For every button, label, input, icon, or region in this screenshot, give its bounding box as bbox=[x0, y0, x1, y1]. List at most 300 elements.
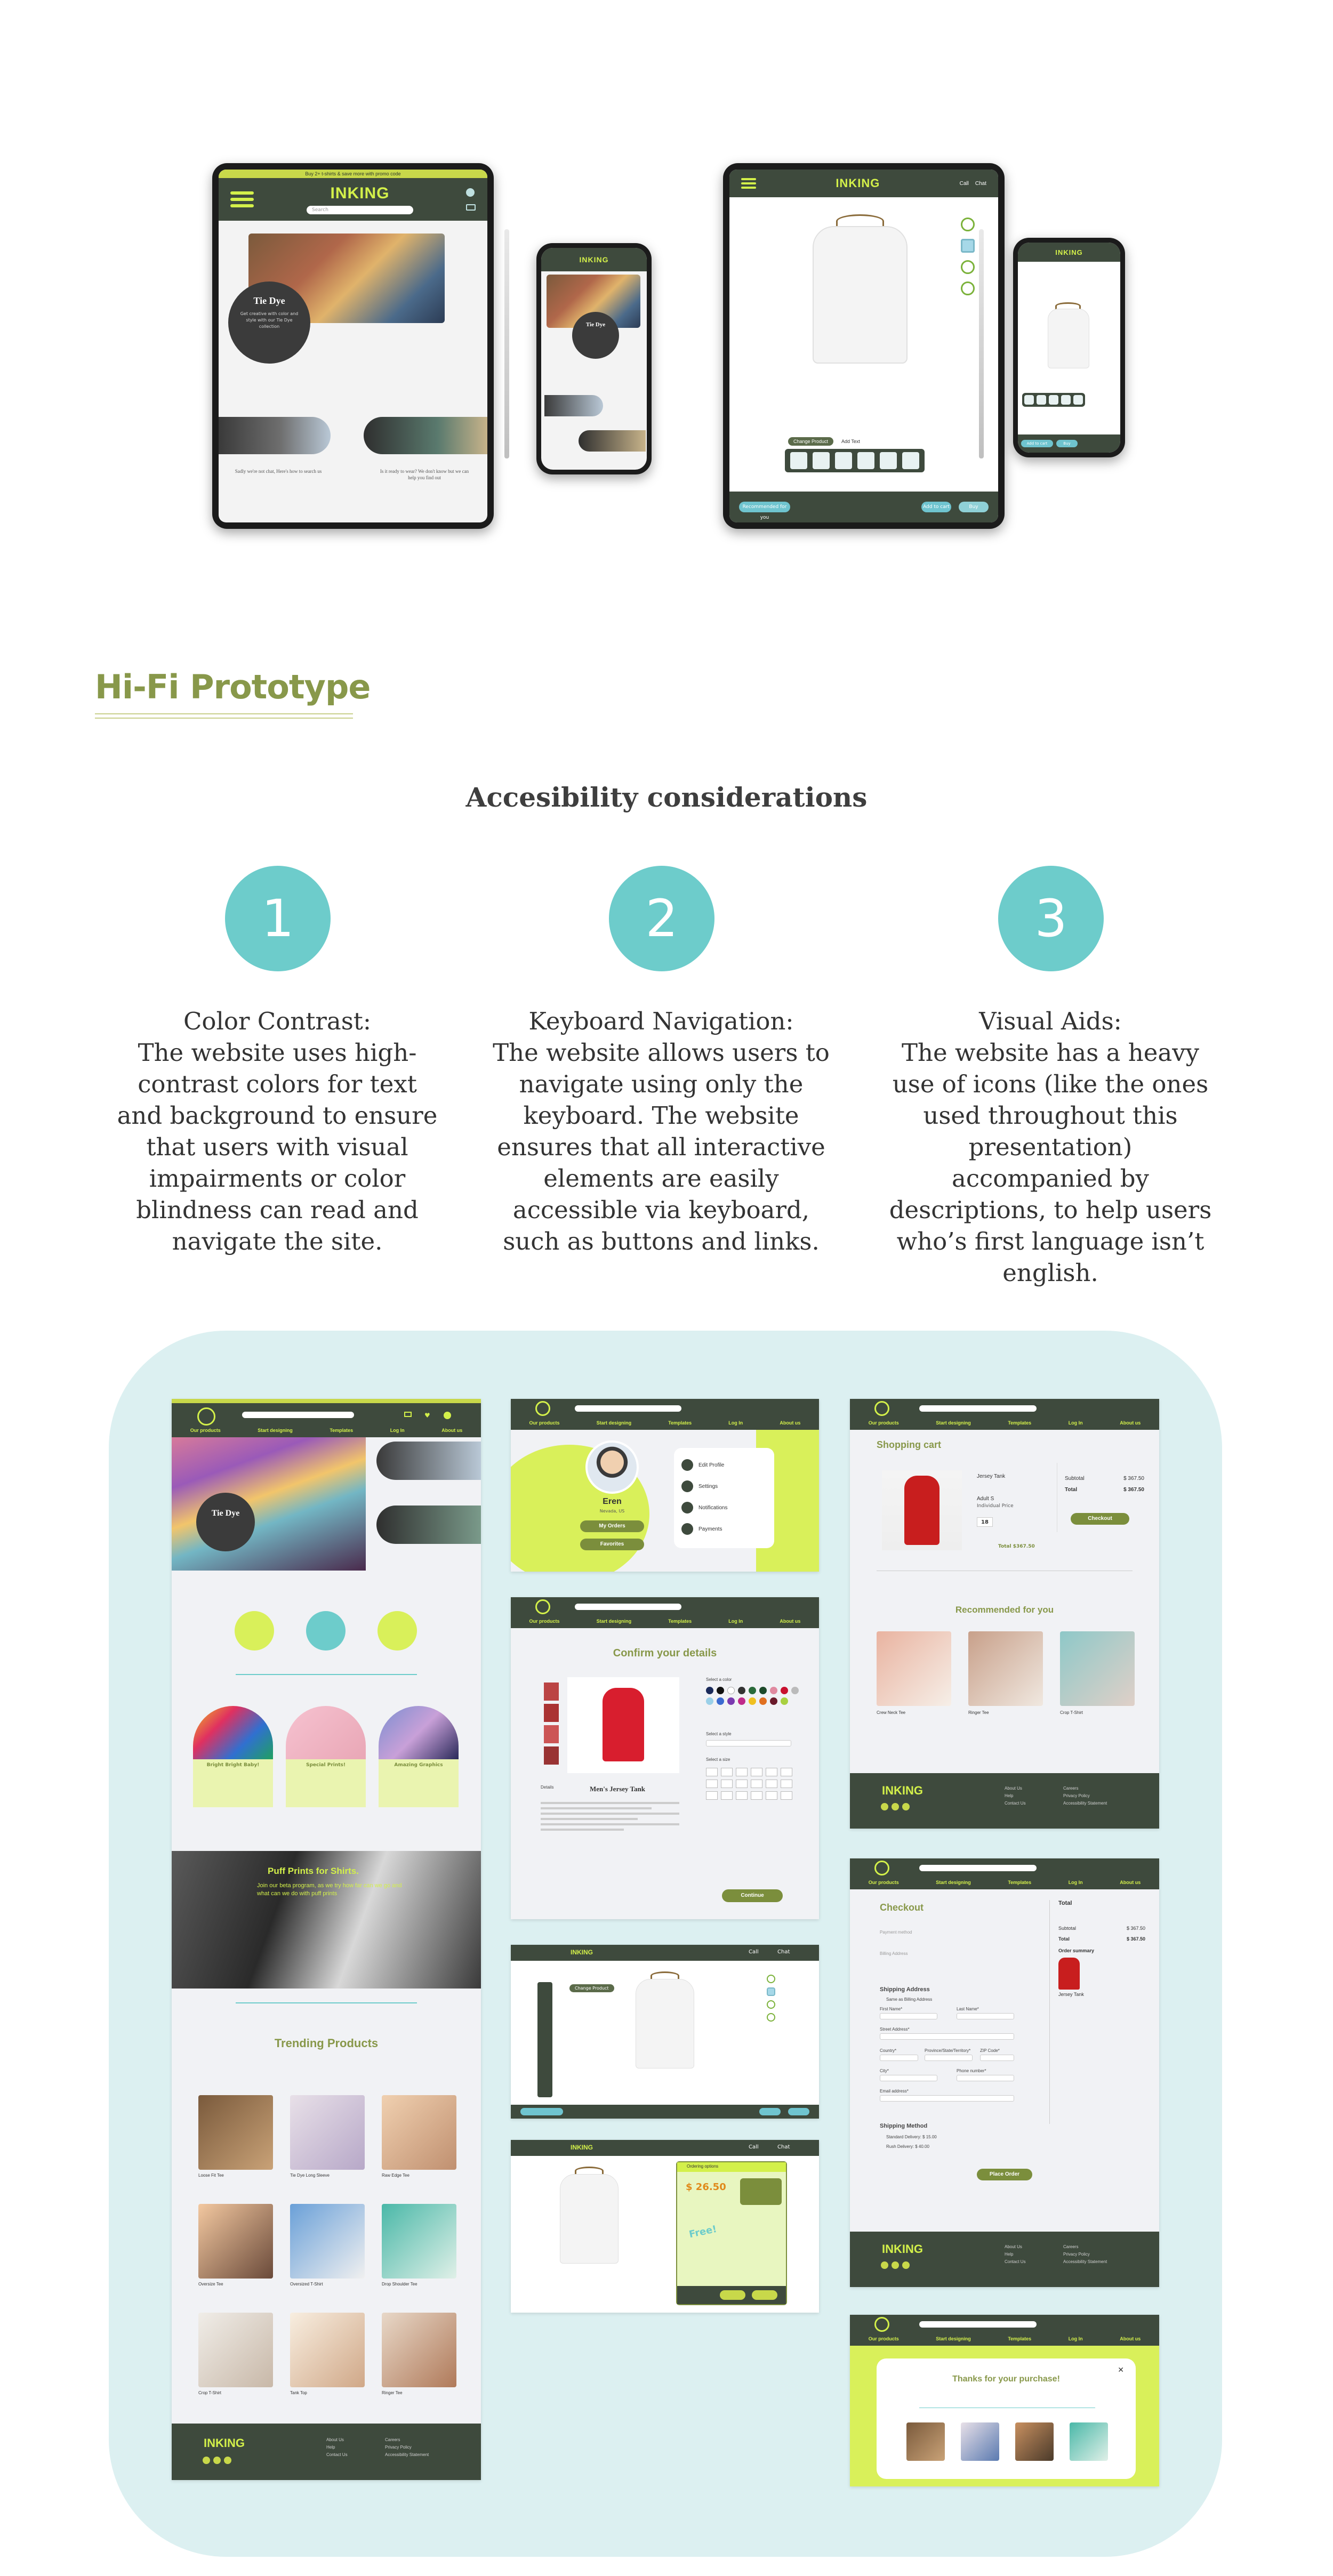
thanks-thumb-2[interactable] bbox=[961, 2422, 999, 2461]
first-name-input[interactable] bbox=[880, 2013, 937, 2019]
tshirt-tool-icon[interactable] bbox=[790, 452, 807, 469]
ordering-panel bbox=[676, 2161, 787, 2305]
standard-delivery-option[interactable]: Standard Delivery: $ 15.00 bbox=[886, 2135, 937, 2139]
rush-delivery-option[interactable]: Rush Delivery: $ 40.00 bbox=[886, 2144, 929, 2149]
thanks-nav-templates[interactable]: Templates bbox=[1008, 2336, 1032, 2341]
trending-item-4[interactable] bbox=[198, 2204, 273, 2279]
cart-nav-login[interactable]: Log In bbox=[1068, 1420, 1083, 1426]
cart-nav-design[interactable]: Start designing bbox=[936, 1420, 971, 1426]
home-card-2[interactable] bbox=[286, 1706, 366, 1807]
thanks-nav-about[interactable]: About us bbox=[1120, 2336, 1141, 2341]
home-user-icon[interactable] bbox=[444, 1412, 451, 1419]
cart-footer-about[interactable]: About Us bbox=[1005, 1786, 1022, 1791]
profile-nav-templates[interactable]: Templates bbox=[668, 1420, 692, 1426]
ordering-btn-1[interactable] bbox=[720, 2290, 745, 2300]
size-box[interactable] bbox=[781, 1791, 792, 1800]
checkout-social-icon-3[interactable] bbox=[902, 2261, 910, 2269]
settings-label: Settings bbox=[698, 1483, 718, 1490]
nav-about-us[interactable]: About us bbox=[441, 1428, 463, 1433]
size-box[interactable] bbox=[751, 1780, 762, 1788]
swatch-pink[interactable] bbox=[770, 1687, 777, 1694]
phone-card-image-2[interactable] bbox=[579, 430, 646, 452]
recommended-item-1[interactable] bbox=[877, 1631, 951, 1706]
cart-qty[interactable]: 18 bbox=[977, 1517, 993, 1527]
home-hero-bubble-title: Tie Dye bbox=[211, 1509, 240, 1518]
checkout-footer-privacy[interactable]: Privacy Policy bbox=[1063, 2252, 1090, 2257]
layers-tool-icon[interactable] bbox=[902, 452, 919, 469]
phone-tool-1-icon[interactable] bbox=[1024, 395, 1034, 405]
profile-menu-payments[interactable] bbox=[681, 1518, 767, 1540]
checkout-nav-templates[interactable]: Templates bbox=[1008, 1880, 1032, 1885]
cart-search-input[interactable] bbox=[919, 1405, 1037, 1412]
home-card-1[interactable] bbox=[193, 1706, 273, 1807]
details-logo-icon[interactable] bbox=[535, 1599, 550, 1614]
trending-item-8[interactable] bbox=[290, 2313, 365, 2387]
cart-nav-about[interactable]: About us bbox=[1120, 1420, 1141, 1426]
size-box[interactable] bbox=[766, 1768, 777, 1776]
size-box[interactable] bbox=[721, 1791, 733, 1800]
hero-bubble-title: Tie Dye bbox=[253, 295, 285, 306]
layers-icon[interactable] bbox=[961, 239, 975, 253]
editor-change-product-tag[interactable]: Change Product bbox=[569, 1984, 614, 1992]
last-name-input[interactable] bbox=[957, 2013, 1014, 2019]
zip-label: ZIP Code* bbox=[980, 2048, 1000, 2053]
size-box[interactable] bbox=[751, 1791, 762, 1800]
details-section-label: Details bbox=[541, 1785, 554, 1790]
confirm-details-screen bbox=[511, 1597, 819, 1919]
sticker-tool-icon[interactable] bbox=[857, 452, 874, 469]
checkout-subtotal-label: Subtotal bbox=[1058, 1926, 1077, 1931]
profile-nav-products[interactable]: Our products bbox=[529, 1420, 560, 1426]
phone-tank-preview bbox=[1048, 309, 1089, 368]
home-heart-icon[interactable]: ♥ bbox=[424, 1412, 430, 1419]
call-button[interactable]: Call bbox=[959, 180, 969, 187]
checkout-nav-login[interactable]: Log In bbox=[1068, 1880, 1083, 1885]
details-nav-templates[interactable]: Templates bbox=[668, 1619, 692, 1624]
cart-subtotal-value: $ 367.50 bbox=[1123, 1476, 1144, 1482]
profile-menu-edit[interactable] bbox=[681, 1454, 767, 1476]
details-search-input[interactable] bbox=[575, 1604, 681, 1610]
consideration-heading-1: Color Contrast: bbox=[183, 1007, 372, 1035]
cart-footer-brand[interactable]: INKING bbox=[882, 1784, 923, 1797]
image-tool-icon[interactable] bbox=[813, 452, 830, 469]
swatch-purple[interactable] bbox=[727, 1697, 735, 1705]
zoom-in-icon[interactable] bbox=[961, 218, 975, 231]
checkout-footer-links-2 bbox=[1063, 2243, 1107, 2266]
city-input[interactable] bbox=[880, 2075, 937, 2081]
cart-footer-accessibility[interactable]: Accessibility Statement bbox=[1063, 1801, 1107, 1806]
profile-nav-design[interactable]: Start designing bbox=[596, 1420, 632, 1426]
swatch-green[interactable] bbox=[749, 1687, 756, 1694]
search-input[interactable]: Search bbox=[307, 206, 413, 214]
checkout-logo-icon[interactable] bbox=[874, 1861, 889, 1875]
checkout-search-input[interactable] bbox=[919, 1865, 1037, 1871]
phone-tool-3-icon[interactable] bbox=[1049, 395, 1058, 405]
size-box[interactable] bbox=[766, 1780, 777, 1788]
checkout-social-icon-1[interactable] bbox=[881, 2261, 888, 2269]
trending-item-6[interactable] bbox=[382, 2204, 456, 2279]
thanks-thumb-4[interactable] bbox=[1070, 2422, 1108, 2461]
nav-templates[interactable]: Templates bbox=[330, 1428, 354, 1433]
nav-log-in[interactable]: Log In bbox=[390, 1428, 405, 1433]
consideration-number-2: 2 bbox=[609, 866, 714, 971]
details-nav-products[interactable]: Our products bbox=[529, 1619, 560, 1624]
phone-input[interactable] bbox=[957, 2075, 1014, 2081]
checkout-footer-contact[interactable]: Contact Us bbox=[1005, 2259, 1026, 2264]
ordering-header bbox=[511, 2140, 819, 2156]
size-box[interactable] bbox=[706, 1780, 718, 1788]
home-card-2-body bbox=[286, 1759, 366, 1807]
my-orders-button[interactable]: My Orders bbox=[580, 1520, 644, 1532]
trending-item-1[interactable] bbox=[198, 2095, 273, 2170]
buy-button[interactable]: Buy bbox=[959, 502, 989, 512]
home-hero-photo bbox=[172, 1437, 366, 1571]
title-underline bbox=[95, 713, 353, 714]
nav-start-designing[interactable]: Start designing bbox=[258, 1428, 293, 1433]
size-box[interactable] bbox=[736, 1780, 748, 1788]
swatch-lightblue[interactable] bbox=[706, 1697, 713, 1705]
editor-toolbar bbox=[785, 449, 925, 472]
editor-recommended-btn[interactable] bbox=[520, 2108, 563, 2115]
size-box[interactable] bbox=[781, 1780, 792, 1788]
cart-footer-privacy[interactable]: Privacy Policy bbox=[1063, 1793, 1090, 1798]
home-side-card-1[interactable] bbox=[376, 1442, 481, 1480]
phone-add-to-cart[interactable]: Add to cart bbox=[1021, 440, 1053, 447]
home-divider bbox=[236, 1674, 417, 1675]
phone-buy[interactable]: Buy bbox=[1056, 440, 1078, 447]
user-icon[interactable] bbox=[466, 188, 475, 197]
size-box[interactable] bbox=[706, 1791, 718, 1800]
footer-link-help[interactable]: Help bbox=[326, 2445, 335, 2450]
details-thumb-3[interactable] bbox=[544, 1725, 559, 1743]
footer-social-icon-3[interactable] bbox=[224, 2457, 231, 2464]
swatch-grey[interactable] bbox=[791, 1687, 799, 1694]
home-hero-bubble bbox=[196, 1493, 255, 1551]
rotate-icon[interactable] bbox=[961, 260, 975, 274]
nav-our-products[interactable]: Our products bbox=[190, 1428, 221, 1433]
place-order-button[interactable]: Place Order bbox=[977, 2169, 1032, 2180]
home-badge-1[interactable] bbox=[235, 1611, 274, 1651]
cart-screen bbox=[850, 1399, 1159, 1829]
select-color-label: Select a color bbox=[706, 1677, 732, 1682]
profile-avatar[interactable] bbox=[585, 1440, 639, 1494]
swatch-black[interactable] bbox=[717, 1687, 724, 1694]
home-card-1-body bbox=[193, 1759, 273, 1807]
swatch-forest[interactable] bbox=[759, 1687, 767, 1694]
home-logo-icon[interactable] bbox=[197, 1407, 215, 1426]
cart-icon[interactable] bbox=[466, 204, 476, 211]
cart-footer-contact[interactable]: Contact Us bbox=[1005, 1801, 1026, 1806]
consideration-2 bbox=[485, 1005, 837, 1257]
checkout-social-icon-2[interactable] bbox=[892, 2261, 899, 2269]
editor-shot-call[interactable]: Call bbox=[749, 1949, 759, 1955]
thanks-search-input[interactable] bbox=[919, 2321, 1037, 2328]
footer-link-contact[interactable]: Contact Us bbox=[326, 2452, 348, 2457]
ordering-price: $ 26.50 bbox=[686, 2181, 726, 2193]
last-name-label: Last Name* bbox=[957, 2007, 979, 2011]
shipping-method-label: Shipping Method bbox=[880, 2123, 928, 2129]
puff-banner[interactable] bbox=[172, 1851, 481, 1989]
thanks-modal bbox=[877, 2358, 1136, 2479]
footer-social-icon-1[interactable] bbox=[203, 2457, 210, 2464]
swatch-charcoal[interactable] bbox=[738, 1687, 745, 1694]
cart-footer-links-2 bbox=[1063, 1785, 1107, 1807]
consideration-body-2: The website allows users to navigate using only the keyboard. The website ensures that all interactive elements are easily accessible via keyboard, such as buttons and links. bbox=[493, 1039, 830, 1255]
text-tool-icon[interactable] bbox=[835, 452, 852, 469]
editor-layers-icon[interactable] bbox=[767, 1987, 775, 1996]
details-product-name: Men's Jersey Tank bbox=[589, 1785, 645, 1793]
swatch-maroon[interactable] bbox=[770, 1697, 777, 1705]
change-product-tag[interactable]: Change Product bbox=[788, 437, 833, 446]
details-header bbox=[511, 1597, 819, 1628]
accessibility-title: Accesibility considerations bbox=[465, 782, 868, 813]
cart-red-tank-icon bbox=[904, 1476, 939, 1545]
checkout-screen bbox=[850, 1858, 1159, 2287]
trending-label-8: Tank Top bbox=[290, 2390, 307, 2395]
color-swatches bbox=[706, 1687, 802, 1705]
home-card-3[interactable] bbox=[379, 1706, 459, 1807]
upload-tool-icon[interactable] bbox=[880, 452, 897, 469]
details-thumb-4[interactable] bbox=[544, 1746, 559, 1765]
same-as-billing[interactable]: Same as Billing Address bbox=[886, 1997, 933, 2002]
swatch-orange[interactable] bbox=[759, 1697, 767, 1705]
thanks-nav-design[interactable]: Start designing bbox=[936, 2336, 971, 2341]
payment-method-label: Payment method bbox=[880, 1930, 912, 1935]
home-promo-strip bbox=[172, 1399, 481, 1403]
cart-nav-templates[interactable]: Templates bbox=[1008, 1420, 1032, 1426]
cart-footer-help[interactable]: Help bbox=[1005, 1793, 1014, 1798]
cart-social-icon-2[interactable] bbox=[892, 1803, 899, 1810]
ordering-brand[interactable]: INKING bbox=[571, 2144, 593, 2151]
swatch-lime[interactable] bbox=[781, 1697, 788, 1705]
footer-social-icon-2[interactable] bbox=[213, 2457, 221, 2464]
thanks-screen bbox=[850, 2315, 1159, 2486]
editor-zoom-icon[interactable] bbox=[767, 1975, 775, 1983]
size-box[interactable] bbox=[751, 1768, 762, 1776]
country-input[interactable] bbox=[880, 2055, 918, 2061]
summary-item-image bbox=[1058, 1958, 1080, 1990]
trending-label-6: Drop Shoulder Tee bbox=[382, 2282, 417, 2287]
checkout-footer-accessibility[interactable]: Accessibility Statement bbox=[1063, 2259, 1107, 2264]
checkout-title: Checkout bbox=[880, 1902, 924, 1913]
cart-title: Shopping cart bbox=[877, 1439, 941, 1450]
checkout-button[interactable]: Checkout bbox=[1071, 1513, 1129, 1525]
thanks-thumb-1[interactable] bbox=[906, 2422, 945, 2461]
cart-footer-links-1 bbox=[1005, 1785, 1026, 1807]
profile-menu-settings[interactable] bbox=[681, 1476, 767, 1497]
swatch-magenta[interactable] bbox=[738, 1697, 745, 1705]
swatch-white[interactable] bbox=[727, 1687, 735, 1694]
trending-label-5: Oversized T-Shirt bbox=[290, 2282, 323, 2287]
phone-tool-5-icon[interactable] bbox=[1073, 395, 1083, 405]
add-to-cart-button[interactable]: Add to cart bbox=[921, 502, 951, 512]
home-badge-2[interactable] bbox=[306, 1611, 346, 1651]
checkout-nav-products[interactable]: Our products bbox=[868, 1880, 899, 1885]
footer-link-about[interactable]: About Us bbox=[326, 2437, 344, 2442]
email-label: Email address* bbox=[880, 2089, 909, 2094]
ordering-tank-preview bbox=[560, 2174, 619, 2264]
size-box[interactable] bbox=[736, 1768, 748, 1776]
home-header bbox=[172, 1403, 481, 1437]
email-input[interactable] bbox=[880, 2095, 1014, 2102]
details-title: Confirm your details bbox=[613, 1647, 717, 1659]
details-thumb-2[interactable] bbox=[544, 1704, 559, 1722]
phone-tool-4-icon[interactable] bbox=[1061, 395, 1071, 405]
checkout-footer-careers[interactable]: Careers bbox=[1063, 2244, 1079, 2249]
phone-card-image[interactable] bbox=[544, 395, 603, 416]
trending-item-3[interactable] bbox=[382, 2095, 456, 2170]
phone-brand-logo[interactable]: INKING bbox=[579, 255, 609, 264]
profile-header bbox=[511, 1399, 819, 1430]
checkout-footer-about[interactable]: About Us bbox=[1005, 2244, 1022, 2249]
menu-icon[interactable] bbox=[230, 191, 254, 207]
cart-nav-products[interactable]: Our products bbox=[868, 1420, 899, 1426]
province-input[interactable] bbox=[925, 2055, 973, 2061]
cart-footer-careers[interactable]: Careers bbox=[1063, 1786, 1079, 1791]
editor-rotate-icon[interactable] bbox=[767, 2000, 775, 2009]
cart-total-line: Total $367.50 bbox=[998, 1544, 1035, 1549]
thanks-nav-login[interactable]: Log In bbox=[1068, 2336, 1083, 2341]
checkout-header bbox=[850, 1858, 1159, 1889]
cart-item-size: Adult S bbox=[977, 1496, 994, 1502]
swatch-navy[interactable] bbox=[706, 1687, 713, 1694]
details-nav-login[interactable]: Log In bbox=[728, 1619, 743, 1624]
consideration-number-1: 1 bbox=[225, 866, 331, 971]
style-dropdown[interactable] bbox=[706, 1740, 791, 1746]
card-image-right[interactable] bbox=[364, 417, 487, 454]
checkout-footer bbox=[850, 2232, 1159, 2287]
editor-shot-chat[interactable]: Chat bbox=[777, 1949, 790, 1955]
home-badge-3[interactable] bbox=[378, 1611, 417, 1651]
size-box[interactable] bbox=[721, 1780, 733, 1788]
editor-tool-column bbox=[961, 218, 975, 295]
trending-item-2[interactable] bbox=[290, 2095, 365, 2170]
profile-search-input[interactable] bbox=[575, 1405, 681, 1412]
footer-link-privacy[interactable]: Privacy Policy bbox=[385, 2445, 412, 2450]
profile-nav-about[interactable]: About us bbox=[780, 1420, 801, 1426]
profile-location: Nevada, US bbox=[599, 1509, 625, 1514]
cart-logo-icon[interactable] bbox=[874, 1401, 889, 1416]
footer-link-careers[interactable]: Careers bbox=[385, 2437, 400, 2442]
brand-logo[interactable]: INKING bbox=[330, 184, 390, 202]
size-box[interactable] bbox=[781, 1768, 792, 1776]
checkout-footer-brand[interactable]: INKING bbox=[882, 2242, 923, 2256]
home-footer bbox=[172, 2424, 481, 2480]
ordering-btn-2[interactable] bbox=[752, 2290, 777, 2300]
profile-menu-notifications[interactable] bbox=[681, 1497, 767, 1518]
checkout-nav-design[interactable]: Start designing bbox=[936, 1880, 971, 1885]
select-size-label: Select a size bbox=[706, 1757, 730, 1762]
cart-item-name: Jersey Tank bbox=[977, 1474, 1006, 1479]
first-name-label: First Name* bbox=[880, 2007, 903, 2011]
ordering-chat[interactable]: Chat bbox=[777, 2144, 790, 2150]
recommended-item-2[interactable] bbox=[968, 1631, 1043, 1706]
editor-screen bbox=[511, 1945, 819, 2119]
footer-links-col-2 bbox=[385, 2436, 429, 2459]
checkout-nav-about[interactable]: About us bbox=[1120, 1880, 1141, 1885]
checkout-footer-links-1 bbox=[1005, 2243, 1026, 2266]
details-nav-design[interactable]: Start designing bbox=[596, 1619, 632, 1624]
trending-item-9[interactable] bbox=[382, 2313, 456, 2387]
thanks-close-icon[interactable]: ✕ bbox=[1118, 2366, 1124, 2374]
details-main-image bbox=[567, 1677, 679, 1773]
footer-link-accessibility[interactable]: Accessibility Statement bbox=[385, 2452, 429, 2457]
home-side-card-2[interactable] bbox=[376, 1506, 481, 1544]
size-box[interactable] bbox=[706, 1768, 718, 1776]
profile-menu bbox=[674, 1448, 774, 1548]
checkout-footer-help[interactable]: Help bbox=[1005, 2252, 1014, 2257]
editor-shot-brand[interactable]: INKING bbox=[571, 1949, 593, 1956]
swatch-red[interactable] bbox=[781, 1687, 788, 1694]
title-underline-2 bbox=[95, 718, 353, 719]
thanks-logo-icon[interactable] bbox=[874, 2317, 889, 2332]
swatch-yellow[interactable] bbox=[749, 1697, 756, 1705]
home-footer-brand[interactable]: INKING bbox=[204, 2436, 245, 2450]
cart-individual-price: Individual Price bbox=[977, 1503, 1014, 1509]
size-box[interactable] bbox=[721, 1768, 733, 1776]
continue-button[interactable]: Continue bbox=[722, 1889, 783, 1902]
card-image-left[interactable] bbox=[219, 417, 331, 454]
profile-nav bbox=[511, 1420, 819, 1426]
cart-item-image bbox=[882, 1470, 962, 1550]
ordering-free-label: Free! bbox=[688, 2223, 718, 2241]
editor-buy-btn[interactable] bbox=[788, 2108, 809, 2115]
consideration-heading-3: Visual Aids: bbox=[979, 1007, 1122, 1035]
red-tank-icon bbox=[603, 1688, 644, 1761]
add-text-tag[interactable]: Add Text bbox=[836, 437, 865, 446]
thanks-nav-products[interactable]: Our products bbox=[868, 2336, 899, 2341]
section-title: Hi-Fi Prototype bbox=[95, 667, 371, 706]
recommended-button[interactable]: Recommended for you bbox=[739, 502, 790, 512]
editor-menu-icon[interactable] bbox=[741, 178, 756, 189]
ordering-call[interactable]: Call bbox=[749, 2144, 759, 2150]
cart-social-icon-3[interactable] bbox=[902, 1803, 910, 1810]
thanks-thumb-3[interactable] bbox=[1015, 2422, 1054, 2461]
profile-logo-icon[interactable] bbox=[535, 1401, 550, 1416]
trending-item-5[interactable] bbox=[290, 2204, 365, 2279]
home-search-input[interactable] bbox=[242, 1412, 354, 1418]
trending-label-7: Crop T-Shirt bbox=[198, 2390, 221, 2395]
editor-brand-logo[interactable]: INKING bbox=[836, 176, 880, 190]
trending-label-1: Loose Fit Tee bbox=[198, 2173, 224, 2178]
details-nav-about[interactable]: About us bbox=[780, 1619, 801, 1624]
editor-shot-header bbox=[511, 1945, 819, 1961]
cart-social-icon-1[interactable] bbox=[881, 1803, 888, 1810]
profile-nav-login[interactable]: Log In bbox=[728, 1420, 743, 1426]
trending-item-7[interactable] bbox=[198, 2313, 273, 2387]
editor-reset-icon[interactable] bbox=[767, 2013, 775, 2022]
size-box[interactable] bbox=[766, 1791, 777, 1800]
phone-editor-brand[interactable]: INKING bbox=[1055, 248, 1083, 256]
favorites-button[interactable]: Favorites bbox=[580, 1539, 644, 1550]
swatch-blue[interactable] bbox=[717, 1697, 724, 1705]
province-label: Province/State/Territory* bbox=[925, 2048, 971, 2053]
phone-home-screen bbox=[541, 248, 647, 470]
profile-screen bbox=[511, 1399, 819, 1572]
zip-input[interactable] bbox=[980, 2055, 1014, 2061]
phone-tool-2-icon[interactable] bbox=[1037, 395, 1046, 405]
chat-button[interactable]: Chat bbox=[975, 180, 986, 187]
cart-subtotal-label: Subtotal bbox=[1065, 1476, 1085, 1482]
size-box[interactable] bbox=[736, 1791, 748, 1800]
recommended-item-3[interactable] bbox=[1060, 1631, 1135, 1706]
street-input[interactable] bbox=[880, 2033, 1014, 2040]
reset-icon[interactable] bbox=[961, 281, 975, 295]
checkout-summary bbox=[1049, 1900, 1145, 2124]
details-thumb-1[interactable] bbox=[544, 1683, 559, 1701]
home-cart-icon[interactable] bbox=[404, 1412, 412, 1417]
editor-cart-btn[interactable] bbox=[759, 2108, 781, 2115]
